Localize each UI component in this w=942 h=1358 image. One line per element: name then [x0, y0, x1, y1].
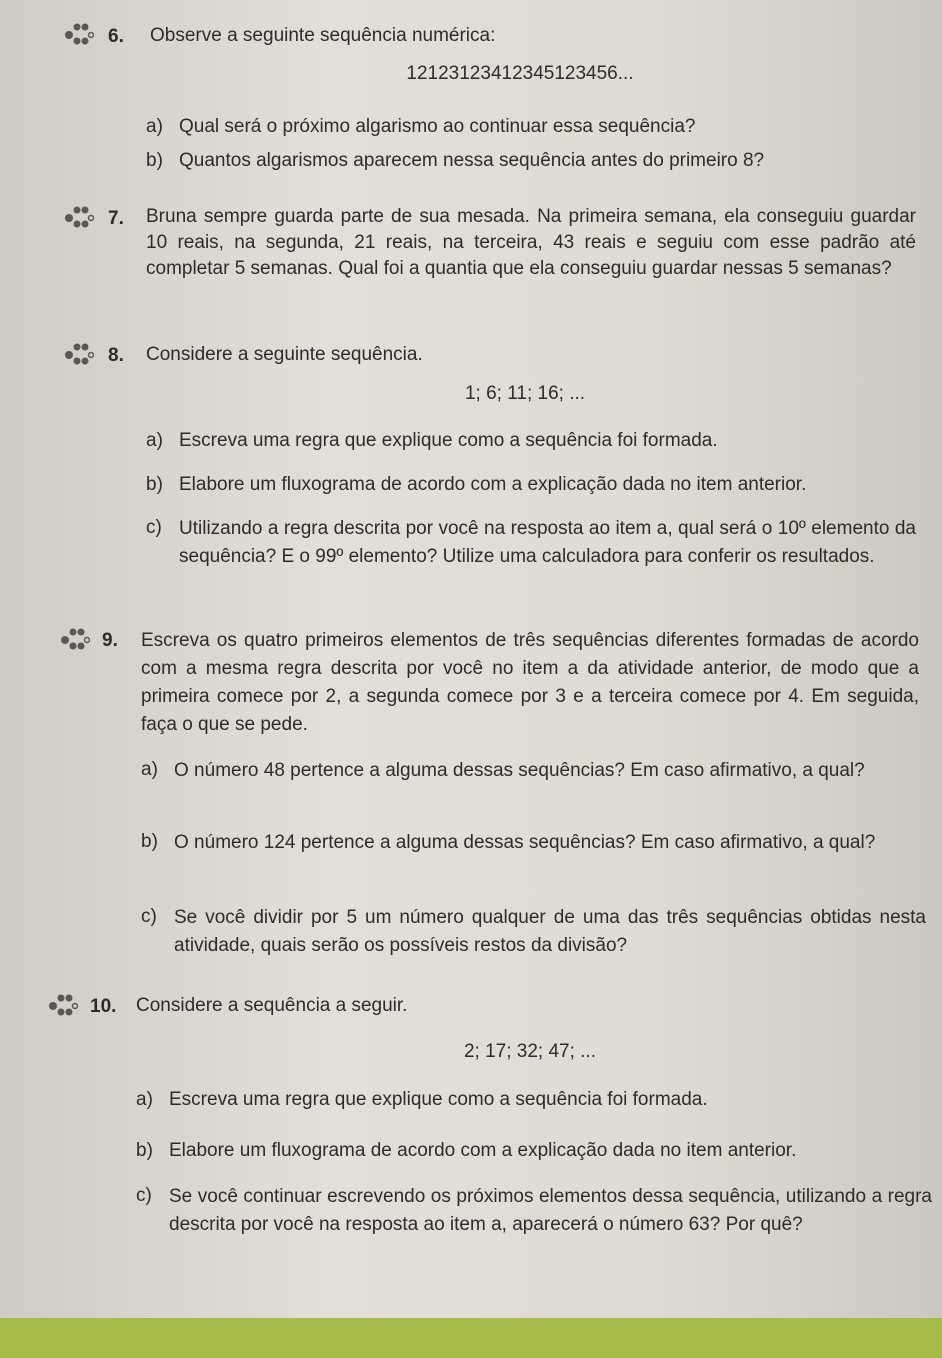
item-letter: c)	[146, 517, 162, 538]
dots-icon	[64, 342, 94, 368]
question-number: 6.	[108, 26, 124, 47]
item-letter: a)	[146, 430, 163, 451]
item-text: Utilizando a regra descrita por você na resposta ao item a, qual será o 10º elemento da sequência? E o 99º elemento? Utilize uma calculadora para conferir os resultados.	[179, 518, 916, 567]
question-text: Considere a sequência a seguir.	[136, 995, 408, 1016]
item-a	[146, 114, 916, 139]
item-text: Quantos algarismos aparecem nessa sequência antes do primeiro 8?	[179, 150, 765, 171]
item-text: O número 48 pertence a alguma dessas sequências? Em caso afirmativo, a qual?	[174, 760, 865, 781]
question-text: Observe a seguinte sequência numérica:	[150, 25, 496, 46]
item-b	[141, 829, 921, 857]
dots-icon	[60, 627, 90, 653]
question-number: 9.	[102, 630, 118, 651]
question-text: Bruna sempre guarda parte de sua mesada. Na primeira semana, ela conseguiu guardar 10 reais, na segunda, 21 reais, na terceira, 43 reais e seguiu com esse padrão até completar 5 semanas. Qual foi a quantia que ela conseguiu guardar nessas 5 semanas?	[146, 206, 916, 279]
item-letter: a)	[136, 1089, 153, 1110]
item-text: Se você continuar escrevendo os próximos elementos dessa sequência, utilizando a regra descrita por você na resposta ao item a, aparecerá o número 63? Por quê?	[169, 1186, 932, 1235]
item-a	[136, 1087, 926, 1112]
item-text: Se você dividir por 5 um número qualquer de uma das três sequências obtidas nesta atividade, quais serão os possíveis restos da divisão?	[174, 907, 926, 956]
item-text: Qual será o próximo algarismo ao continuar essa sequência?	[179, 116, 696, 137]
item-letter: c)	[136, 1185, 152, 1206]
item-letter: c)	[141, 906, 157, 927]
item-text: Escreva uma regra que explique como a sequência foi formada.	[169, 1089, 708, 1110]
question-text: Considere a seguinte sequência.	[146, 344, 423, 365]
item-letter: b)	[141, 831, 158, 852]
dots-icon	[64, 205, 94, 231]
item-text: Elabore um fluxograma de acordo com a explicação dada no item anterior.	[169, 1140, 797, 1161]
item-b	[146, 472, 916, 497]
sequence: 12123123412345123456...	[406, 63, 634, 84]
item-text: Elabore um fluxograma de acordo com a explicação dada no item anterior.	[179, 474, 807, 495]
item-letter: b)	[146, 474, 163, 495]
item-text: O número 124 pertence a alguma dessas sequências? Em caso afirmativo, a qual?	[174, 832, 876, 853]
sequence: 1; 6; 11; 16; ...	[464, 383, 586, 404]
item-letter: a)	[141, 759, 158, 780]
item-b	[136, 1138, 932, 1163]
item-letter: a)	[146, 116, 163, 137]
item-letter: b)	[136, 1140, 153, 1161]
item-c	[141, 904, 926, 960]
item-text: Escreva uma regra que explique como a sequência foi formada.	[179, 430, 718, 451]
item-letter: b)	[146, 150, 163, 171]
dots-icon	[64, 22, 94, 48]
question-text: Escreva os quatro primeiros elementos de três sequências diferentes formadas de acordo com a mesma regra descrita por você no item a da atividade anterior, de modo que a primeira comece por 2, a segunda comece por 3 e a terceira comece por 4. Em seguida, faça o que se pede.	[141, 630, 919, 735]
dots-icon	[48, 993, 78, 1019]
item-c	[136, 1183, 932, 1239]
item-a	[141, 757, 921, 785]
item-b	[146, 148, 916, 173]
page-bottom-band	[0, 1318, 942, 1358]
item-a	[146, 428, 916, 453]
item-c	[146, 515, 916, 571]
question-number: 8.	[108, 345, 124, 366]
sequence: 2; 17; 32; 47; ...	[463, 1041, 597, 1062]
question-number: 10.	[90, 996, 117, 1017]
question-number: 7.	[108, 208, 124, 229]
